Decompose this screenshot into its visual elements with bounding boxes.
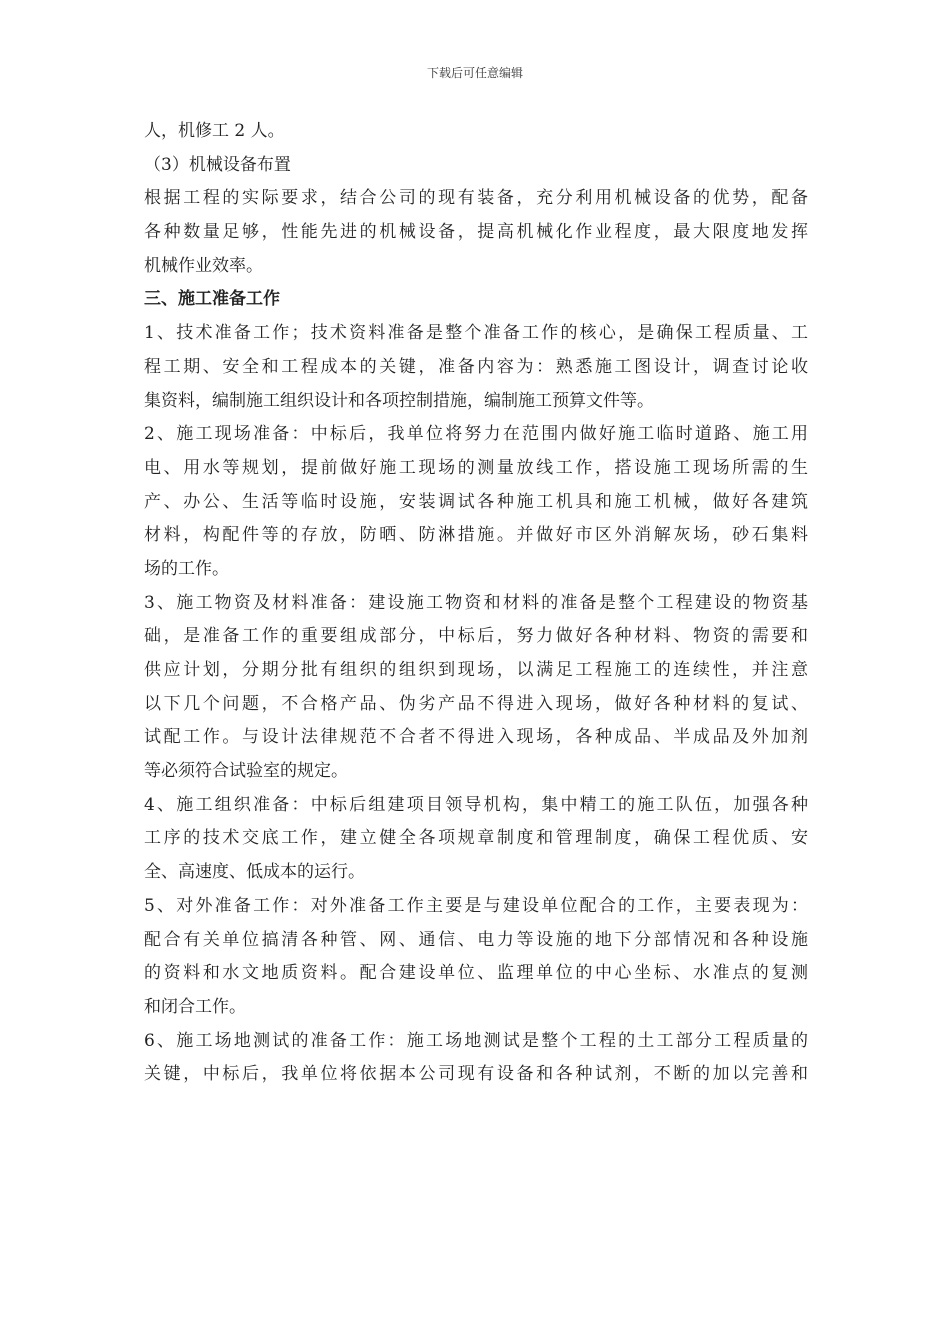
text-line: 配合有关单位搞清各种管、网、通信、电力等设施的地下分部情况和各种设施 (144, 929, 808, 950)
text-line: 程工期、安全和工程成本的关键，准备内容为：熟悉施工图设计，调查讨论收 (144, 356, 808, 377)
text-line: （3）机械设备布置 (144, 154, 291, 175)
text-line: 以下几个问题，不合格产品、伪劣产品不得进入现场，做好各种材料的复试、 (144, 693, 808, 714)
document-body (144, 115, 808, 1092)
text-line: 6、施工场地测试的准备工作：施工场地测试是整个工程的土工部分工程质量的 (144, 1030, 808, 1051)
text-line: 关键，中标后，我单位将依据本公司现有设备和各种试剂，不断的加以完善和 (144, 1064, 808, 1085)
text-line: 础，是准备工作的重要组成部分，中标后，努力做好各种材料、物资的需要和 (144, 626, 808, 647)
text-line: 产、办公、生活等临时设施，安装调试各种施工机具和施工机械，做好各建筑 (144, 491, 808, 512)
section-heading: 三、施工准备工作 (144, 289, 280, 310)
text-line: 全、高速度、低成本的运行。 (144, 862, 365, 883)
text-line: 4、施工组织准备：中标后组建项目领导机构，集中精工的施工队伍，加强各种 (144, 794, 808, 815)
text-line: 和闭合工作。 (144, 996, 246, 1017)
text-line: 1、技术准备工作；技术资料准备是整个准备工作的核心，是确保工程质量、工 (144, 323, 808, 344)
text-line: 5、对外准备工作：对外准备工作主要是与建设单位配合的工作，主要表现为： (144, 895, 808, 916)
text-line: 试配工作。与设计法律规范不合者不得进入现场，各种成品、半成品及外加剂 (144, 727, 808, 748)
text-line: 人，机修工 2 人。 (144, 121, 285, 141)
text-line: 场的工作。 (144, 558, 229, 579)
text-line: 等必须符合试验室的规定。 (144, 761, 348, 782)
text-line: 电、用水等规划，提前做好施工现场的测量放线工作，搭设施工现场所需的生 (144, 457, 808, 478)
text-line: 3、施工物资及材料准备：建设施工物资和材料的准备是整个工程建设的物资基 (144, 592, 808, 613)
text-line: 的资料和水文地质资料。配合建设单位、监理单位的中心坐标、水准点的复测 (144, 963, 808, 984)
text-line: 材料，构配件等的存放，防晒、防淋措施。并做好市区外消解灰场，砂石集料 (144, 525, 808, 546)
page-header: 下载后可任意编辑 (426, 66, 523, 80)
text-line: 工序的技术交底工作，建立健全各项规章制度和管理制度，确保工程优质、安 (144, 828, 808, 849)
text-line: 集资料，编制施工组织设计和各项控制措施，编制施工预算文件等。 (144, 390, 654, 411)
text-line: 供应计划，分期分批有组织的组织到现场，以满足工程施工的连续性，并注意 (144, 660, 808, 680)
text-line: 各种数量足够，性能先进的机械设备，提高机械化作业程度，最大限度地发挥 (144, 222, 808, 243)
text-line: 2、施工现场准备：中标后，我单位将努力在范围内做好施工临时道路、施工用 (144, 424, 808, 445)
text-line: 根据工程的实际要求，结合公司的现有装备，充分利用机械设备的优势，配备 (144, 188, 808, 209)
text-line: 机械作业效率。 (144, 255, 263, 276)
